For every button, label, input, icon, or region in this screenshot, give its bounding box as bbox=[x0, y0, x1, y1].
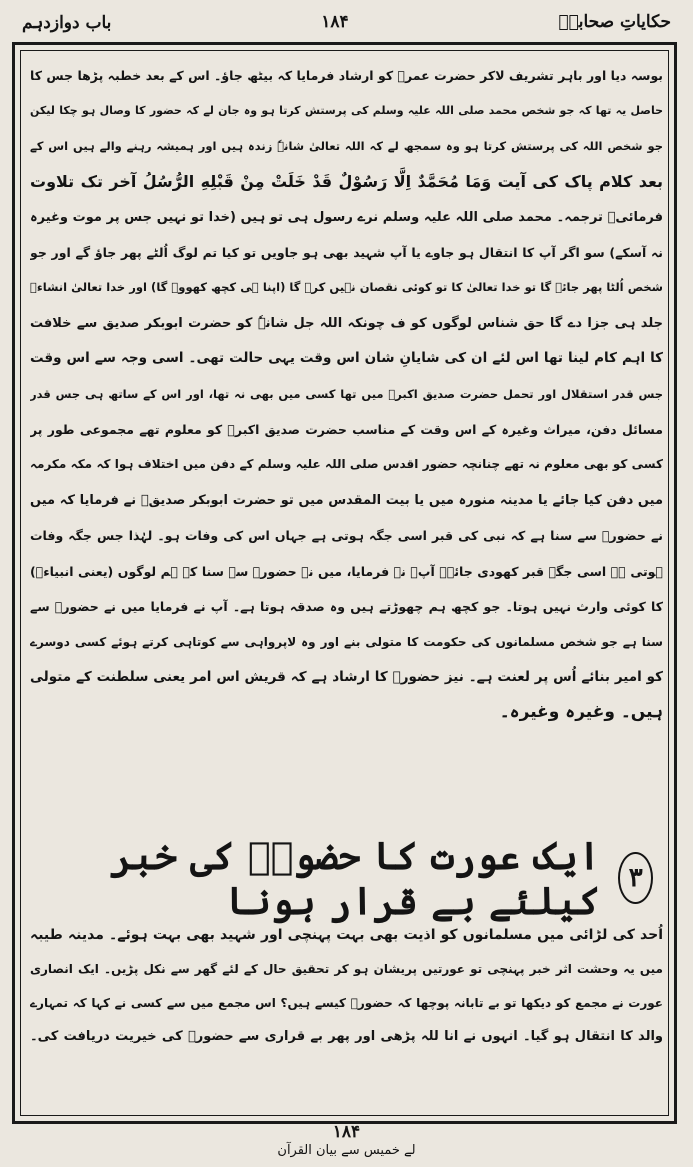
section-line: عورت نے مجمع کو دیکھا تو بے تابانہ پوچھا کہ حضورؐ کیسے ہیں؟ اس مجمع میں سے کسی نے کہا کہ تمہارے bbox=[30, 996, 663, 1010]
body-line: ہوتی ہے اسی جگہ قبر کھودی جائے۔ آپؓ نے فرمایا، میں نے حضورؐ سے سنا کہ ہم لوگوں (یعنی انبیاءؑ) bbox=[30, 563, 663, 579]
body-line: جس قدر استقلال اور تحمل حضرت صدیق اکبرؓ میں تھا کسی میں بھی نہ تھا، اور اس کے ساتھ ہی جس قدر bbox=[30, 386, 663, 401]
header-page-number: ۱۸۴ bbox=[321, 12, 349, 32]
chapter-title: باب دوازدہم bbox=[22, 12, 112, 33]
body-line: مسائل دفن، میراث وغیرہ کے اس وقت کے مناسب حضرت صدیق اکبرؓ کو معلوم تھے مجموعی طور پر bbox=[30, 422, 663, 438]
body-line: سنا ہے جو شخص مسلمانوں کی حکومت کا متولی بنے اور وہ لاپرواہی سے کوتاہی کرتے ہوئے کسی دوسرے bbox=[30, 634, 663, 649]
section-number-circle: ۳ bbox=[618, 852, 653, 904]
body-line: نہ آسکے) سو اگر آپ کا انتقال ہو جاوے یا آپ شہید بھی ہو جاویں تو کیا تم لوگ اُلٹے پھر جاؤ گے اور جو bbox=[30, 245, 663, 261]
section-line: والد کا انتقال ہو گیا۔ انہوں نے انا للہ پڑھی اور پھر بے قراری سے حضورؐ کی خیریت دریافت کی۔ bbox=[30, 1029, 663, 1044]
body-line-last: ہیں۔ وغیرہ وغیرہ۔ bbox=[499, 702, 663, 723]
section-title: ایک عورت کا حضورؐ کی خبر کیلئے بے قرار ہونا bbox=[110, 833, 601, 923]
book-title: حکایاتِ صحابہؓ bbox=[558, 12, 671, 32]
body-line: کا اہم کام لینا تھا اس لئے ان کی شایانِ شان اس وقت یہی حالت تھی۔ اسی وجہ سے اس وقت bbox=[30, 350, 663, 367]
body-line: کسی کو بھی معلوم نہ تھے چنانچہ حضور اقدس صلی اللہ علیہ وسلم کے دفن میں اختلاف ہوا کہ مکہ مکرمہ bbox=[30, 457, 663, 472]
body-line: شخص اُلٹا پھر جائے گا تو خدا تعالیٰ کا تو کوئی نقصان نہیں کرے گا (اپنا ہی کچھ کھووے گا) اور خدا تعالیٰ انشاءؒ bbox=[30, 280, 663, 295]
footnote: لے خمیس سے بیان القرآن bbox=[277, 1143, 416, 1158]
body-line: جو شخص اللہ کی پرستش کرتا ہو وہ سمجھ لے کہ اللہ تعالیٰ شانہٗ زندہ ہیں اور ہمیشہ رہنے والے ہیں اس کے bbox=[30, 138, 663, 153]
body-line: حاصل یہ تھا کہ جو شخص محمد صلی اللہ علیہ وسلم کی پرستش کرتا ہو وہ جان لے کہ حضور کا وصال ہو چکا لیکن bbox=[30, 104, 663, 118]
body-line: جلد ہی جزا دے گا حق شناس لوگوں کو ف چونکہ اللہ جل شانہٗ کو حضرت ابوبکر صدیق سے خلافت bbox=[30, 315, 663, 331]
body-line: میں دفن کیا جائے یا مدینہ منورہ میں یا بیت المقدس میں تو حضرت ابوبکر صدیقؓ نے فرمایا کہ میں bbox=[30, 492, 663, 508]
body-text bbox=[30, 58, 663, 731]
section-heading bbox=[40, 833, 653, 923]
body-line: کا کوئی وارث نہیں ہوتا۔ جو کچھ ہم چھوڑتے ہیں وہ صدقہ ہوتا ہے۔ آپ نے فرمایا میں نے حضورؐ سے bbox=[30, 599, 663, 615]
body-line: بوسہ دیا اور باہر تشریف لاکر حضرت عمرؓ کو ارشاد فرمایا کہ بیٹھ جاؤ۔ اس کے بعد خطبہ پڑھا جس کا bbox=[30, 68, 663, 83]
section-text bbox=[30, 918, 663, 1054]
body-line: فرمائیؒ ترجمہ۔ محمد صلی اللہ علیہ وسلم نرے رسول ہی تو ہیں (خدا تو نہیں جس پر موت وغیرہ bbox=[30, 209, 663, 225]
footer-page-number: ۱۸۴ bbox=[332, 1122, 361, 1142]
running-header bbox=[22, 4, 671, 40]
body-line: کو امیر بنائے اُس پر لعنت ہے۔ نیز حضورؐ کا ارشاد ہے کہ قریش اس امر یعنی سلطنت کے متولی bbox=[30, 668, 663, 685]
section-line: اُحد کی لڑائی میں مسلمانوں کو اذیت بھی بہت پہنچی اور شہید بھی بہت ہوئے۔ مدینہ طیبہ bbox=[30, 927, 663, 943]
body-line: بعد کلام پاک کی آیت وَمَا مُحَمَّدٌ اِلَّا رَسُوْلٌ قَدْ خَلَتْ مِنْ قَبْلِهِ الرُّسُلُ آخر تک تلاوت bbox=[30, 172, 663, 192]
body-line: نے حضورؐ سے سنا ہے کہ نبی کی قبر اسی جگہ ہوتی ہے جہاں اس کی وفات ہو۔ لہٰذا جس جگہ وفات bbox=[30, 528, 663, 544]
section-line: میں یہ وحشت اثر خبر پہنچی تو عورتیں پریشان ہو کر تحقیق حال کے لئے گھر سے نکل پڑیں۔ ایک انصاری bbox=[30, 962, 663, 976]
